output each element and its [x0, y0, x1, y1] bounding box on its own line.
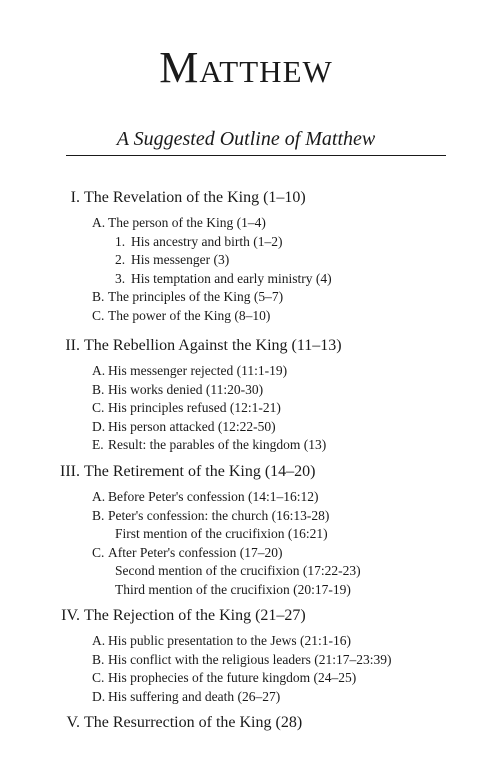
- item-text: The person of the King (1–4): [108, 215, 266, 230]
- item-marker: C.: [92, 400, 105, 416]
- item-text: His public presentation to the Jews (21:1-16): [108, 633, 351, 648]
- outline-item: [92, 307, 270, 325]
- item-marker: C.: [92, 308, 105, 323]
- item-text: First mention of the crucifixion (16:21): [115, 526, 328, 542]
- item-text: The power of the King (8–10): [108, 308, 271, 323]
- item-marker: D.: [92, 688, 106, 704]
- item-text: His works denied (11:20-30): [108, 381, 264, 397]
- item-marker: 1.: [115, 233, 126, 249]
- item-text: His prophecies of the future kingdom (24–25): [108, 670, 357, 686]
- item-marker: B.: [92, 289, 105, 305]
- section-heading: [60, 188, 306, 208]
- page-subtitle: A Suggested Outline of Matthew: [116, 128, 376, 150]
- item-marker: 3.: [115, 270, 126, 286]
- item-text: His principles refused (12:1-21): [108, 400, 281, 416]
- item-text: His temptation and early ministry (4): [131, 270, 332, 286]
- outline-item: [92, 651, 391, 669]
- item-text: His suffering and death (26–27): [108, 688, 281, 704]
- outline-item: [92, 214, 266, 232]
- section-heading: [60, 713, 302, 733]
- outline-item: [92, 418, 276, 436]
- item-marker: B.: [92, 651, 105, 667]
- section-number: III.: [60, 463, 80, 480]
- item-marker: A.: [92, 489, 106, 504]
- section-heading: [60, 462, 316, 482]
- section-title: The Rebellion Against the King (11–13): [84, 337, 342, 354]
- title-rule: [66, 155, 446, 156]
- item-text: Before Peter's confession (14:1–16:12): [108, 489, 319, 504]
- item-marker: 2.: [115, 252, 126, 268]
- outline-item: [92, 381, 263, 399]
- item-text: The principles of the King (5–7): [108, 289, 284, 305]
- outline-subitem: [115, 581, 351, 599]
- outline-subitem: [115, 251, 229, 269]
- item-marker: C.: [92, 670, 105, 686]
- item-text: His ancestry and birth (1–2): [131, 233, 283, 249]
- item-marker: E.: [92, 437, 104, 453]
- outline-subitem: [115, 525, 328, 543]
- outline-subitem: [115, 233, 282, 251]
- item-marker: B.: [92, 381, 105, 397]
- outline-item: [92, 399, 281, 417]
- item-marker: D.: [92, 418, 106, 434]
- outline-item: [92, 488, 319, 506]
- outline-item: [92, 688, 280, 706]
- section-title: The Revelation of the King (1–10): [84, 189, 306, 206]
- outline-item: [92, 632, 351, 650]
- item-text: His messenger rejected (11:1-19): [108, 363, 288, 378]
- item-text: Second mention of the crucifixion (17:22-23): [115, 563, 361, 579]
- item-text: Result: the parables of the kingdom (13): [108, 437, 327, 453]
- outline-item: [92, 288, 283, 306]
- outline-item: [92, 507, 329, 525]
- item-text: His person attacked (12:22-50): [108, 418, 276, 434]
- outline-item: [92, 544, 283, 562]
- page-title: Matthew: [159, 43, 333, 92]
- item-marker: A.: [92, 633, 106, 648]
- section-number: I.: [70, 189, 80, 206]
- item-text: His conflict with the religious leaders (21:17–23:39): [108, 651, 392, 667]
- section-number: IV.: [61, 607, 80, 624]
- section-number: II.: [65, 337, 80, 354]
- item-marker: A.: [92, 215, 106, 230]
- section-heading: [60, 336, 342, 356]
- item-marker: B.: [92, 507, 105, 523]
- section-title: The Rejection of the King (21–27): [84, 607, 306, 624]
- item-text: His messenger (3): [131, 252, 230, 268]
- item-text: Peter's confession: the church (16:13-28): [108, 507, 330, 523]
- outline-item: [92, 669, 356, 687]
- item-marker: A.: [92, 363, 106, 378]
- item-text: After Peter's confession (17–20): [108, 544, 283, 560]
- section-title: The Retirement of the King (14–20): [84, 463, 316, 480]
- section-number: V.: [66, 714, 80, 731]
- outline-item: [92, 436, 326, 454]
- section-title: The Resurrection of the King (28): [84, 714, 303, 731]
- outline-item: [92, 362, 287, 380]
- item-marker: C.: [92, 544, 105, 560]
- item-text: Third mention of the crucifixion (20:17-19): [115, 582, 351, 597]
- outline-subitem: [115, 270, 332, 288]
- outline-subitem: [115, 562, 361, 580]
- section-heading: [60, 606, 306, 626]
